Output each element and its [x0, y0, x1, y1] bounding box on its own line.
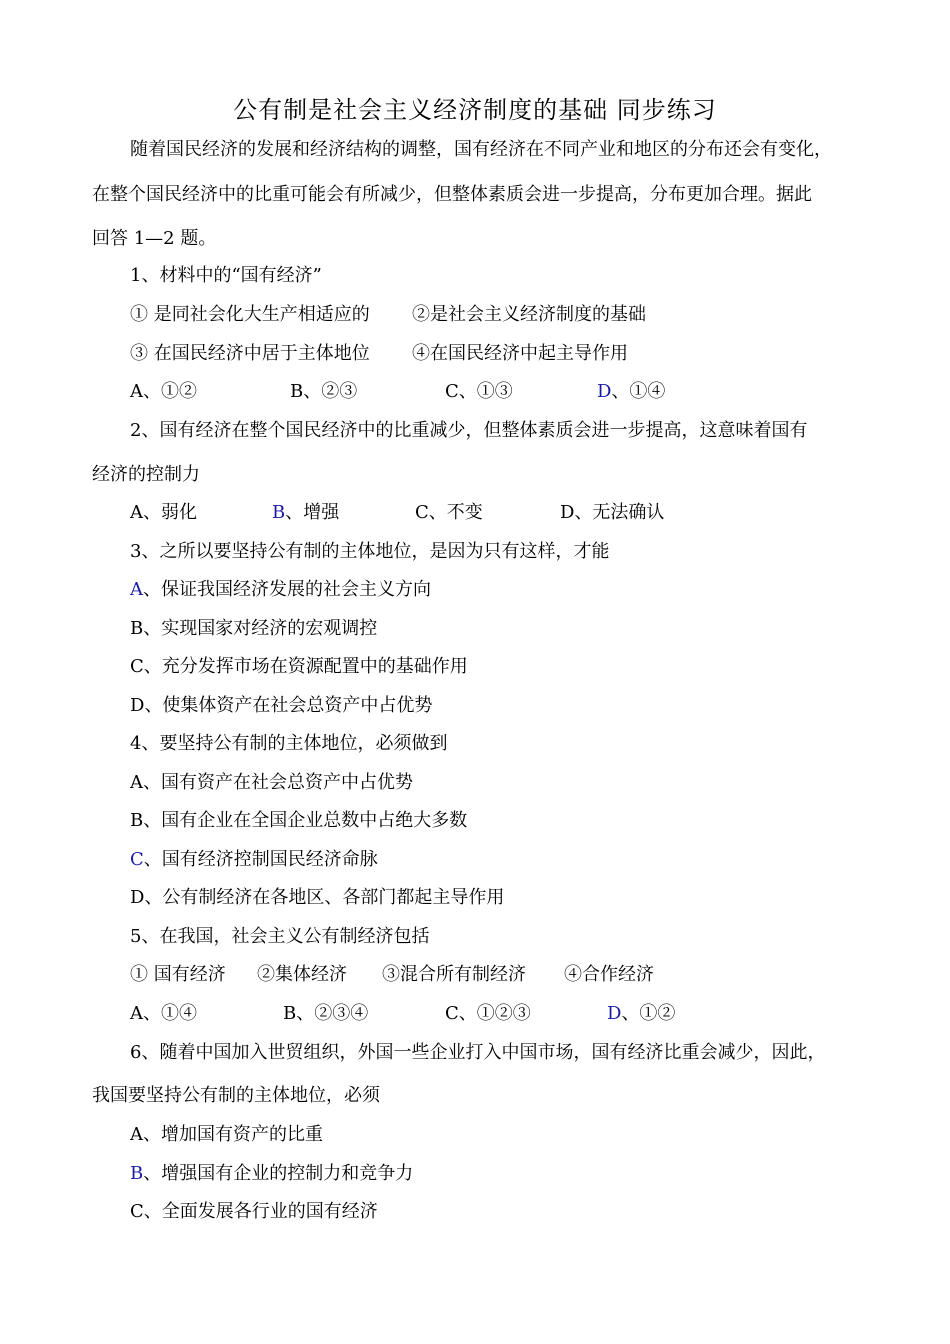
option-text: 、使集体资产在社会总资产中占优势	[144, 695, 433, 716]
q1-item-3: ③ 在国民经济中居于主体地位	[130, 343, 370, 364]
option-text: 、①②③	[458, 1003, 531, 1024]
option-letter-answer: B	[272, 502, 286, 523]
option-letter: C	[415, 502, 429, 523]
q5-item-4: ④合作经济	[564, 964, 654, 985]
option-letter: A	[130, 1003, 143, 1024]
option-text: 、全面发展各行业的国有经济	[143, 1201, 378, 1222]
option-text: 、充分发挥市场在资源配置中的基础作用	[143, 656, 468, 677]
option-letter-answer: D	[597, 381, 612, 402]
document-title: 公有制是社会主义经济制度的基础 同步练习	[233, 96, 717, 124]
q1-item-2: ②是社会主义经济制度的基础	[412, 304, 646, 325]
option-letter-answer: A	[130, 579, 143, 600]
option-text: 、公有制经济在各地区、各部门都起主导作用	[144, 887, 505, 908]
q3-option-b	[130, 616, 377, 642]
option-letter: B	[290, 381, 304, 402]
q1-option-c	[445, 379, 513, 405]
q1-stem: 1、材料中的“国有经济”	[130, 265, 322, 286]
option-text: 、增强	[285, 502, 340, 523]
option-text: 、国有经济控制国民经济命脉	[143, 849, 378, 870]
option-letter: A	[130, 772, 143, 793]
q2-option-c	[415, 500, 483, 526]
q6-option-c	[130, 1199, 378, 1225]
option-text: 、②③④	[296, 1003, 369, 1024]
option-letter-answer: B	[130, 1163, 144, 1184]
option-text: 、保证我国经济发展的社会主义方向	[143, 579, 431, 600]
option-letter: B	[130, 810, 144, 831]
option-letter: A	[130, 381, 143, 402]
q1-option-d	[597, 379, 665, 405]
option-letter: A	[130, 1124, 143, 1145]
option-letter-answer: C	[130, 849, 144, 870]
option-letter: C	[130, 656, 144, 677]
option-letter: C	[445, 381, 459, 402]
option-letter: D	[130, 887, 145, 908]
option-text: 、增强国有企业的控制力和竞争力	[143, 1163, 414, 1184]
q1-item-1: ① 是同社会化大生产相适应的	[130, 304, 370, 325]
option-text: 、①②	[143, 381, 197, 402]
q3-option-c	[130, 654, 468, 680]
q5-item-2: ②集体经济	[257, 964, 347, 985]
option-text: 、①③	[458, 381, 513, 402]
q5-item-3: ③混合所有制经济	[382, 964, 526, 985]
q5-option-a	[130, 1001, 197, 1027]
option-text: 、国有企业在全国企业总数中占绝大多数	[143, 810, 468, 831]
q2-stem-line-2: 经济的控制力	[92, 464, 200, 485]
q2-option-d	[560, 500, 664, 526]
q2-option-a	[130, 500, 197, 526]
q2-option-b	[272, 500, 339, 526]
option-letter: D	[560, 502, 575, 523]
option-text: 、②③	[303, 381, 358, 402]
q4-option-c	[130, 847, 378, 873]
q5-option-c	[445, 1001, 531, 1027]
q1-option-a	[130, 379, 197, 405]
option-text: 、①②	[621, 1003, 676, 1024]
option-letter-answer: D	[607, 1003, 622, 1024]
q6-stem-line-1: 6、随着中国加入世贸组织，外国一些企业打入中国市场，国有经济比重会减少，因此，	[130, 1042, 826, 1063]
option-text: 、增加国有资产的比重	[143, 1124, 323, 1145]
intro-line-2: 在整个国民经济中的比重可能会有所减少，但整体素质会进一步提高，分布更加合理。据此	[92, 184, 812, 205]
q1-option-b	[290, 379, 357, 405]
option-text: 、不变	[428, 502, 483, 523]
option-letter: B	[283, 1003, 297, 1024]
option-letter: C	[130, 1201, 144, 1222]
option-text: 、①④	[143, 1003, 197, 1024]
option-letter: D	[130, 695, 145, 716]
q6-option-b	[130, 1161, 413, 1187]
q1-item-4: ④在国民经济中起主导作用	[412, 343, 628, 364]
q4-option-d	[130, 885, 504, 911]
intro-line-3: 回答 1—2 题。	[92, 228, 217, 249]
q6-option-a	[130, 1122, 323, 1148]
option-text: 、国有资产在社会总资产中占优势	[143, 772, 413, 793]
option-text: 、实现国家对经济的宏观调控	[143, 618, 378, 639]
option-text: 、无法确认	[574, 502, 665, 523]
option-letter: C	[445, 1003, 459, 1024]
q4-stem: 4、要坚持公有制的主体地位，必须做到	[130, 733, 448, 754]
option-text: 、弱化	[143, 502, 197, 523]
option-text: 、①④	[611, 381, 666, 402]
q5-option-b	[283, 1001, 368, 1027]
q5-option-d	[607, 1001, 675, 1027]
q5-item-1: ① 国有经济	[130, 964, 226, 985]
q4-option-b	[130, 808, 467, 834]
q5-stem: 5、在我国，社会主义公有制经济包括	[130, 926, 430, 947]
q3-stem: 3、之所以要坚持公有制的主体地位，是因为只有这样，才能	[130, 541, 610, 562]
option-letter: B	[130, 618, 144, 639]
q3-option-d	[130, 693, 432, 719]
intro-line-1: 随着国民经济的发展和经济结构的调整，国有经济在不同产业和地区的分布还会有变化，	[130, 139, 832, 160]
option-letter: A	[130, 502, 143, 523]
q2-stem-line-1: 2、国有经济在整个国民经济中的比重减少，但整体素质会进一步提高，这意味着国有	[130, 420, 808, 441]
q4-option-a	[130, 770, 413, 796]
q6-stem-line-2: 我国要坚持公有制的主体地位，必须	[92, 1085, 380, 1106]
q3-option-a	[130, 577, 431, 603]
